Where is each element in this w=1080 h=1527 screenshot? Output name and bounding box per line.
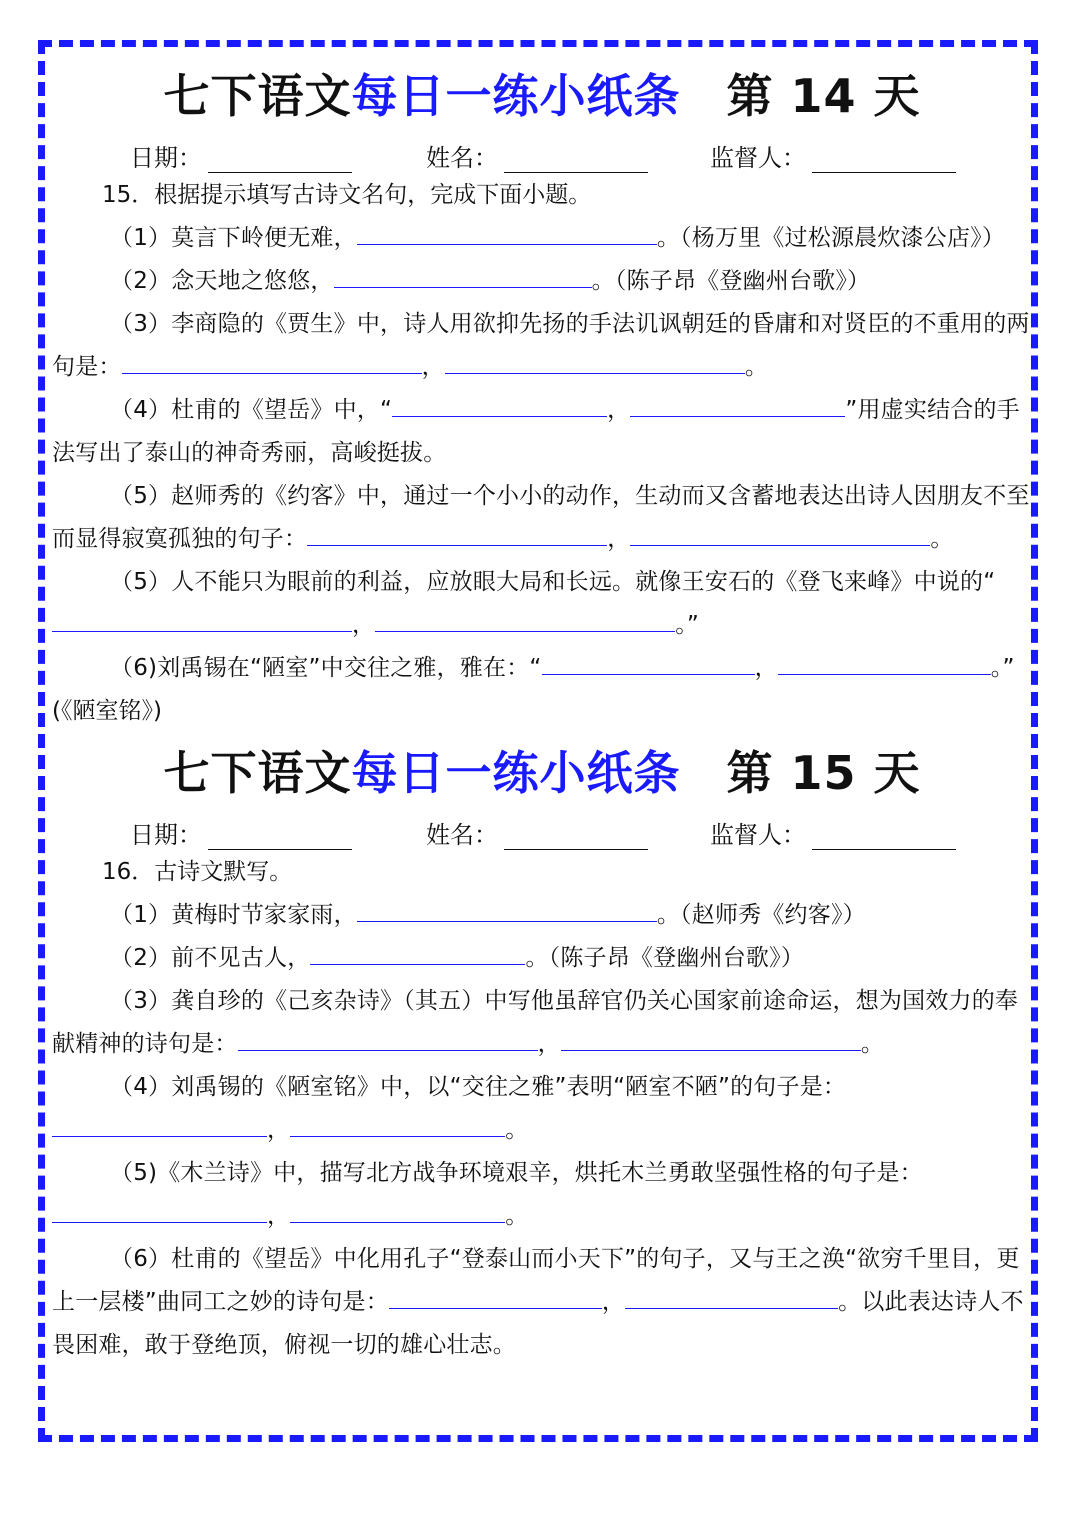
question-item: （2）前不见古人， 。（陈子昂《登幽州台歌》） <box>52 937 1032 980</box>
day15-title <box>52 733 1032 813</box>
question-item: （4）杜甫的《望岳》中，“ ， ”用虚实结合的手法写出了泰山的神奇秀丽，高峻挺拔。 <box>52 389 1032 475</box>
day15-meta-row <box>52 813 1032 851</box>
supervisor-field[interactable]: 监督人： <box>710 138 956 173</box>
answer-blank[interactable] <box>445 347 745 374</box>
question-item: （3）李商隐的《贾生》中，诗人用欲抑先扬的手法讥讽朝廷的昏庸和对贤臣的不重用的两句是： ， 。 <box>52 311 1030 380</box>
name-field[interactable]: 姓名： <box>426 815 710 850</box>
question-item: （4）刘禹锡的《陋室铭》中，以“交往之雅”表明“陋室不陋”的句子是：， 。 <box>52 1066 1032 1152</box>
question-item: （1）黄梅时节家家雨， 。（赵师秀《约客》） <box>52 894 1032 937</box>
answer-blank[interactable] <box>625 1282 838 1309</box>
question-item: （5）赵师秀的《约客》中，通过一个小小的动作，生动而又含蓄地表达出诗人因朋友不至而显得寂寞孤独的句子： ， 。 <box>52 483 1030 552</box>
title-highlight: 每日一练小纸条 <box>351 746 681 800</box>
answer-blank[interactable] <box>542 648 755 675</box>
answer-blank[interactable] <box>357 895 657 922</box>
answer-blank[interactable] <box>310 938 525 965</box>
question-item: （6）杜甫的《望岳》中化用孔子“登泰山而小天下”的句子，又与王之涣“欲穷千里目，更上一层楼”曲同工之妙的诗句是： ， 。以此表达诗人不畏困难，敢于登绝顶，俯视一切的雄心壮志。 <box>52 1246 1024 1358</box>
title-prefix: 七下语文 <box>163 746 352 800</box>
answer-blank[interactable] <box>290 1110 505 1137</box>
title-prefix: 七下语文 <box>163 69 352 123</box>
title-day: 第 15 天 <box>726 746 921 800</box>
supervisor-field[interactable]: 监督人： <box>710 815 956 850</box>
answer-blank[interactable] <box>307 519 607 546</box>
title-day: 第 14 天 <box>726 69 921 123</box>
answer-blank[interactable] <box>630 519 930 546</box>
answer-blank[interactable] <box>334 261 592 288</box>
day15-questions <box>52 894 1032 1367</box>
answer-blank[interactable] <box>52 1110 267 1137</box>
question-item: （5)《木兰诗》中，描写北方战争环境艰辛，烘托木兰勇敢坚强性格的句子是：， 。 <box>52 1152 1032 1238</box>
answer-blank[interactable] <box>122 347 422 374</box>
supervisor-blank[interactable] <box>812 825 956 850</box>
date-field[interactable]: 日期： <box>130 815 426 850</box>
supervisor-blank[interactable] <box>812 148 956 173</box>
name-field[interactable]: 姓名： <box>426 138 710 173</box>
day14-title <box>52 56 1032 136</box>
answer-blank[interactable] <box>357 218 657 245</box>
title-highlight: 每日一练小纸条 <box>351 69 681 123</box>
date-field[interactable]: 日期： <box>130 138 426 173</box>
name-blank[interactable] <box>504 148 648 173</box>
question-item: （2）念天地之悠悠， 。（陈子昂《登幽州台歌》） <box>52 260 1032 303</box>
answer-blank[interactable] <box>630 390 845 417</box>
answer-blank[interactable] <box>778 648 991 675</box>
date-blank[interactable] <box>208 148 352 173</box>
answer-blank[interactable] <box>561 1024 861 1051</box>
answer-blank[interactable] <box>392 390 607 417</box>
worksheet <box>52 56 1032 1367</box>
day15-question-title: 16．古诗文默写。 <box>102 859 293 885</box>
name-blank[interactable] <box>504 825 648 850</box>
day14-questions <box>52 217 1032 690</box>
source-note: (《陋室铭》) <box>52 698 162 724</box>
question-item: （3）龚自珍的《己亥杂诗》（其五）中写他虽辞官仍关心国家前途命运，想为国效力的奉献精神的诗句是： ， 。 <box>52 988 1019 1057</box>
date-blank[interactable] <box>208 825 352 850</box>
answer-blank[interactable] <box>389 1282 602 1309</box>
day14-question-title: 15．根据提示填写古诗文名句，完成下面小题。 <box>102 182 592 208</box>
answer-blank[interactable] <box>52 1196 267 1223</box>
question-item: （5）人不能只为眼前的利益，应放眼大局和长远。就像王安石的《登飞来峰》中说的“， 。” <box>52 561 1032 647</box>
answer-blank[interactable] <box>375 605 675 632</box>
question-item: （6)刘禹锡在“陋室”中交往之雅，雅在：“ ， 。” <box>52 647 1032 690</box>
question-item: （1）莫言下岭便无难， 。（杨万里《过松源晨炊漆公店》） <box>52 217 1032 260</box>
day14-meta-row <box>52 136 1032 174</box>
answer-blank[interactable] <box>52 605 352 632</box>
answer-blank[interactable] <box>238 1024 538 1051</box>
answer-blank[interactable] <box>290 1196 505 1223</box>
